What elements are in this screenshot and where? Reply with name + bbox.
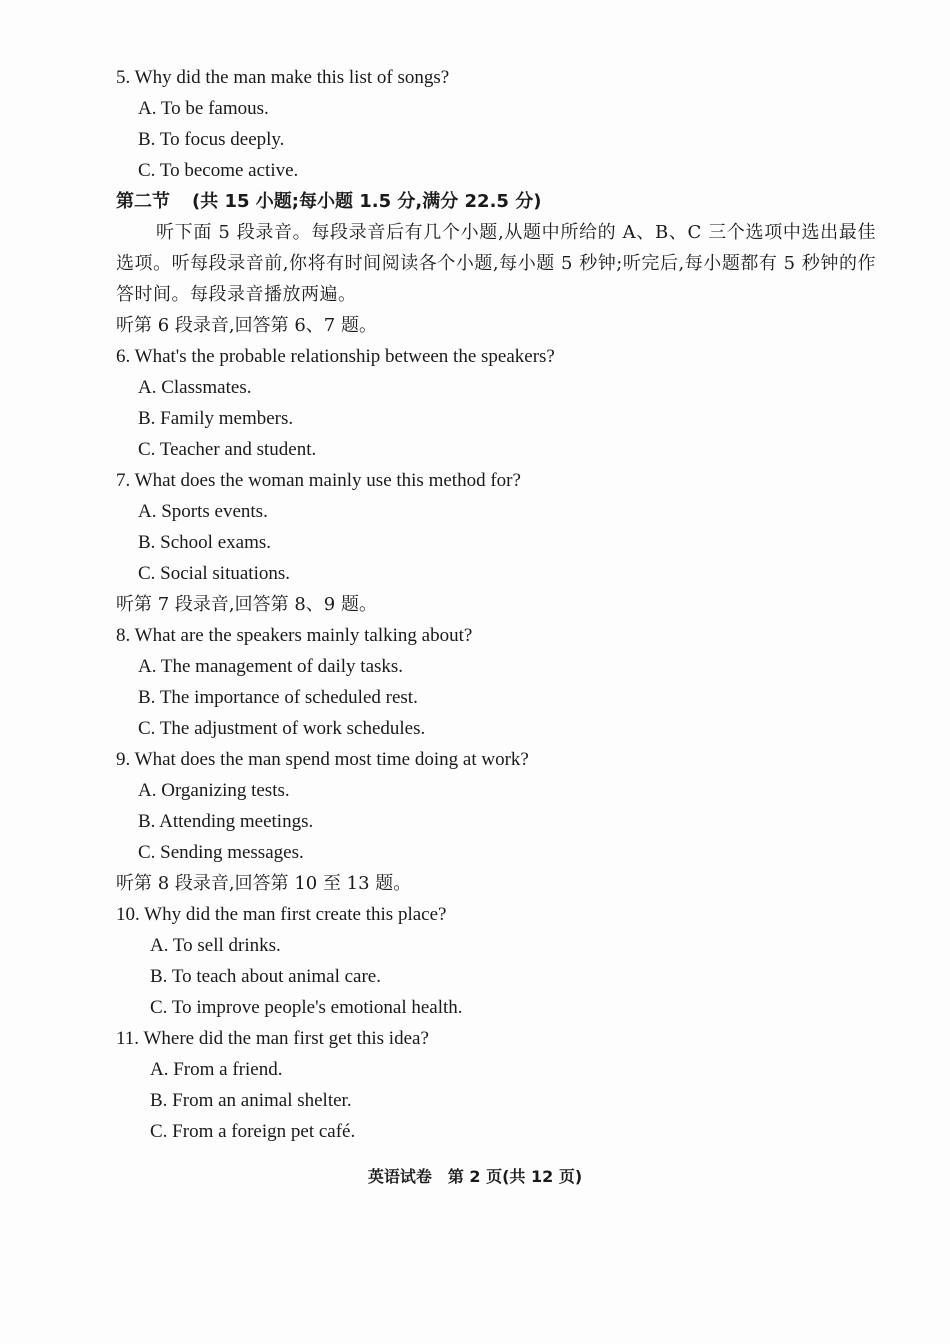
option-c: C. From a foreign pet café. <box>150 1121 356 1142</box>
question-text: 7. What does the woman mainly use this method for? <box>116 470 521 491</box>
listening-prompt-7: 听第 7 段录音,回答第 8、9 题。 <box>116 594 377 615</box>
option-c: C. Sending messages. <box>138 842 304 863</box>
question-text: 9. What does the man spend most time doing at work? <box>116 749 529 770</box>
option-c: C. To improve people's emotional health. <box>150 997 463 1018</box>
question-text: 11. Where did the man first get this idea? <box>116 1028 429 1049</box>
question-10 <box>116 899 876 1023</box>
question-text: 6. What's the probable relationship between the speakers? <box>116 346 555 367</box>
question-5 <box>116 62 876 186</box>
page-footer <box>0 1164 950 1190</box>
option-a: A. To sell drinks. <box>150 935 281 956</box>
footer-page-number: 第 2 页(共 12 页) <box>447 1167 583 1186</box>
option-c: C. The adjustment of work schedules. <box>138 718 426 739</box>
question-text: 8. What are the speakers mainly talking about? <box>116 625 473 646</box>
option-b: B. School exams. <box>138 532 271 553</box>
option-b: B. From an animal shelter. <box>150 1090 352 1111</box>
option-b: B. The importance of scheduled rest. <box>138 687 418 708</box>
option-c: C. To become active. <box>138 160 299 181</box>
option-b: B. Family members. <box>138 408 294 429</box>
option-a: A. Organizing tests. <box>138 780 290 801</box>
question-8 <box>116 620 876 744</box>
page-content <box>116 62 876 1147</box>
option-a: A. Classmates. <box>138 377 252 398</box>
question-text: 10. Why did the man first create this place? <box>116 904 447 925</box>
question-7 <box>116 465 876 589</box>
footer-subject: 英语试卷 <box>367 1167 432 1186</box>
option-c: C. Social situations. <box>138 563 290 584</box>
listening-prompt-8: 听第 8 段录音,回答第 10 至 13 题。 <box>116 873 412 894</box>
question-6 <box>116 341 876 465</box>
option-a: A. Sports events. <box>138 501 268 522</box>
listening-prompt-6: 听第 6 段录音,回答第 6、7 题。 <box>116 315 377 336</box>
section-heading <box>116 186 876 217</box>
section-score-info: (共 15 小题;每小题 1.5 分,满分 22.5 分) <box>192 191 542 212</box>
section-instructions: 听下面 5 段录音。每段录音后有几个小题,从题中所给的 A、B、C 三个选项中选出最佳选项。听每段录音前,你将有时间阅读各个小题,每小题 5 秒钟;听完后,每小题都有 5 秒钟的作答时间。每段录音播放两遍。 <box>116 222 876 305</box>
option-b: B. To focus deeply. <box>138 129 285 150</box>
option-a: A. To be famous. <box>138 98 269 119</box>
question-9 <box>116 744 876 868</box>
section-title: 第二节 <box>116 191 170 212</box>
option-c: C. Teacher and student. <box>138 439 317 460</box>
option-a: A. From a friend. <box>150 1059 283 1080</box>
option-b: B. To teach about animal care. <box>150 966 381 987</box>
option-a: A. The management of daily tasks. <box>138 656 404 677</box>
question-text: 5. Why did the man make this list of songs? <box>116 67 450 88</box>
option-b: B. Attending meetings. <box>138 811 314 832</box>
question-11 <box>116 1023 876 1147</box>
